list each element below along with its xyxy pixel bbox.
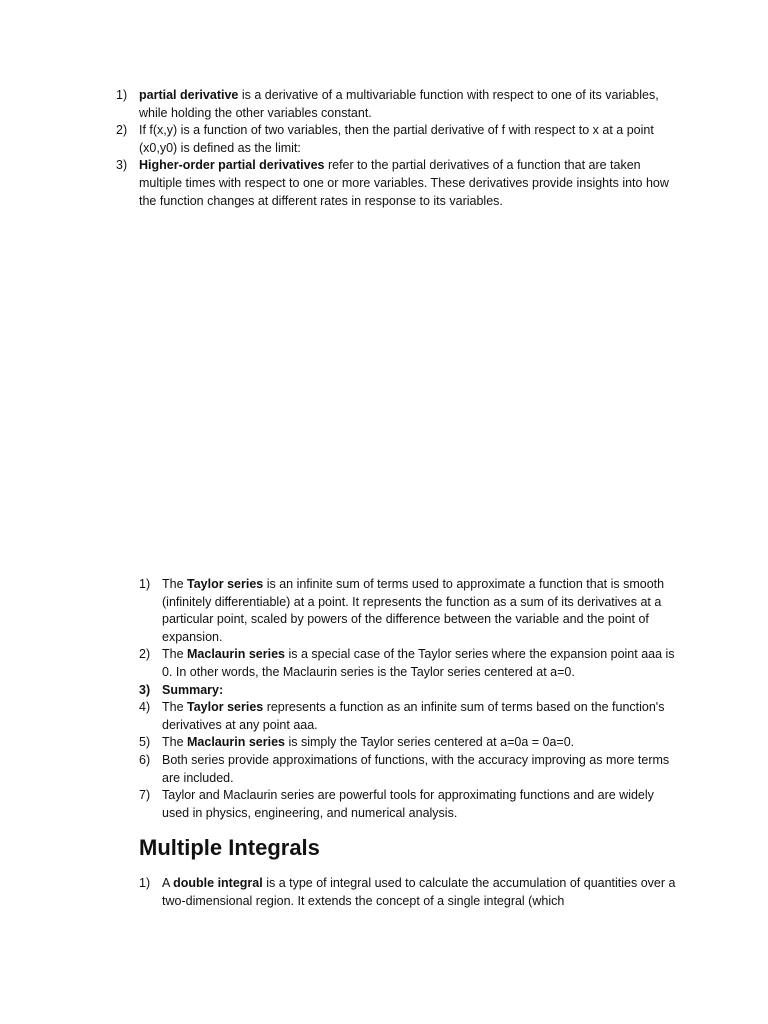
item-text: represents a function as an infinite sum of terms based on the function's derivatives at any point aaa.: [162, 700, 665, 732]
item-text: Taylor and Maclaurin series are powerful tools for approximating functions and are widely used in physics, engineering, and numerical analysis.: [162, 788, 654, 820]
list-number: 4): [139, 700, 151, 715]
item-text: is simply the Taylor series centered at a=0a = 0a=0.: [284, 735, 575, 750]
section-heading: Multiple Integrals: [139, 835, 320, 860]
item-text: The: [162, 700, 188, 715]
item-text: The: [162, 577, 188, 591]
list-item: [116, 122, 679, 157]
bold-term: Taylor series: [187, 700, 264, 715]
item-text: refer to the partial derivatives of a function that are taken multiple times with respect to one or more variables. These derivatives provide insights into how the function changes at different rates in response to its variables.: [139, 158, 669, 208]
item-text: is an infinite sum of terms used to approximate a function that is smooth (infinitely differentiable) at a point. It represents the function as a sum of its derivatives at a particular point, scaled by powers of the difference between the variable and the point of expansion.: [162, 577, 665, 644]
bold-term: Maclaurin series: [187, 735, 285, 750]
list-item: [139, 875, 677, 910]
list-item: [139, 646, 677, 681]
bold-term: Summary:: [162, 682, 224, 697]
list-number: 1): [139, 876, 151, 890]
bold-term: Higher-order partial derivatives: [139, 158, 325, 173]
list-number: 5): [139, 735, 151, 750]
item-text: A: [162, 876, 174, 890]
list-number: 1): [116, 88, 128, 102]
item-text: is a derivative of a multivariable function with respect to one of its variables, while holding the other variables constant.: [139, 88, 659, 120]
list-number: 3): [139, 682, 151, 697]
item-text: If f(x,y) is a function of two variables, then the partial derivative of f with respect to x at a point (x0,y0) is defined as the limit:: [139, 123, 654, 155]
list-item: [139, 682, 677, 700]
item-text: is a special case of the Taylor series where the expansion point aaa is 0. In other words, the Maclaurin series is the Taylor series centered at a=0.: [162, 647, 675, 679]
list-item: [116, 157, 679, 210]
bold-term: partial derivative: [139, 88, 239, 102]
item-text: is a type of integral used to calculate the accumulation of quantities over a two-dimensional region. It extends the concept of a single integral (which: [162, 876, 676, 908]
list-item: [139, 787, 677, 822]
item-text: The: [162, 647, 188, 662]
multiple-integrals-list: [139, 875, 677, 910]
list-number: 2): [116, 123, 128, 138]
taylor-series-list: [139, 576, 677, 822]
item-text: Both series provide approximations of functions, with the accuracy improving as more terms are included.: [162, 752, 670, 785]
list-number: 1): [139, 577, 151, 591]
list-number: 7): [139, 788, 151, 803]
list-number: 3): [116, 158, 128, 173]
list-item: [139, 576, 677, 646]
partial-derivatives-list: [116, 87, 679, 210]
bold-term: double integral: [173, 876, 263, 890]
bold-term: Maclaurin series: [187, 647, 285, 662]
list-item: [139, 699, 677, 734]
item-text: The: [162, 735, 188, 750]
list-item: [116, 87, 679, 122]
list-item: [139, 734, 677, 752]
list-number: 2): [139, 647, 151, 662]
bold-term: Taylor series: [187, 577, 264, 591]
list-item: [139, 752, 677, 787]
list-number: 6): [139, 752, 151, 767]
